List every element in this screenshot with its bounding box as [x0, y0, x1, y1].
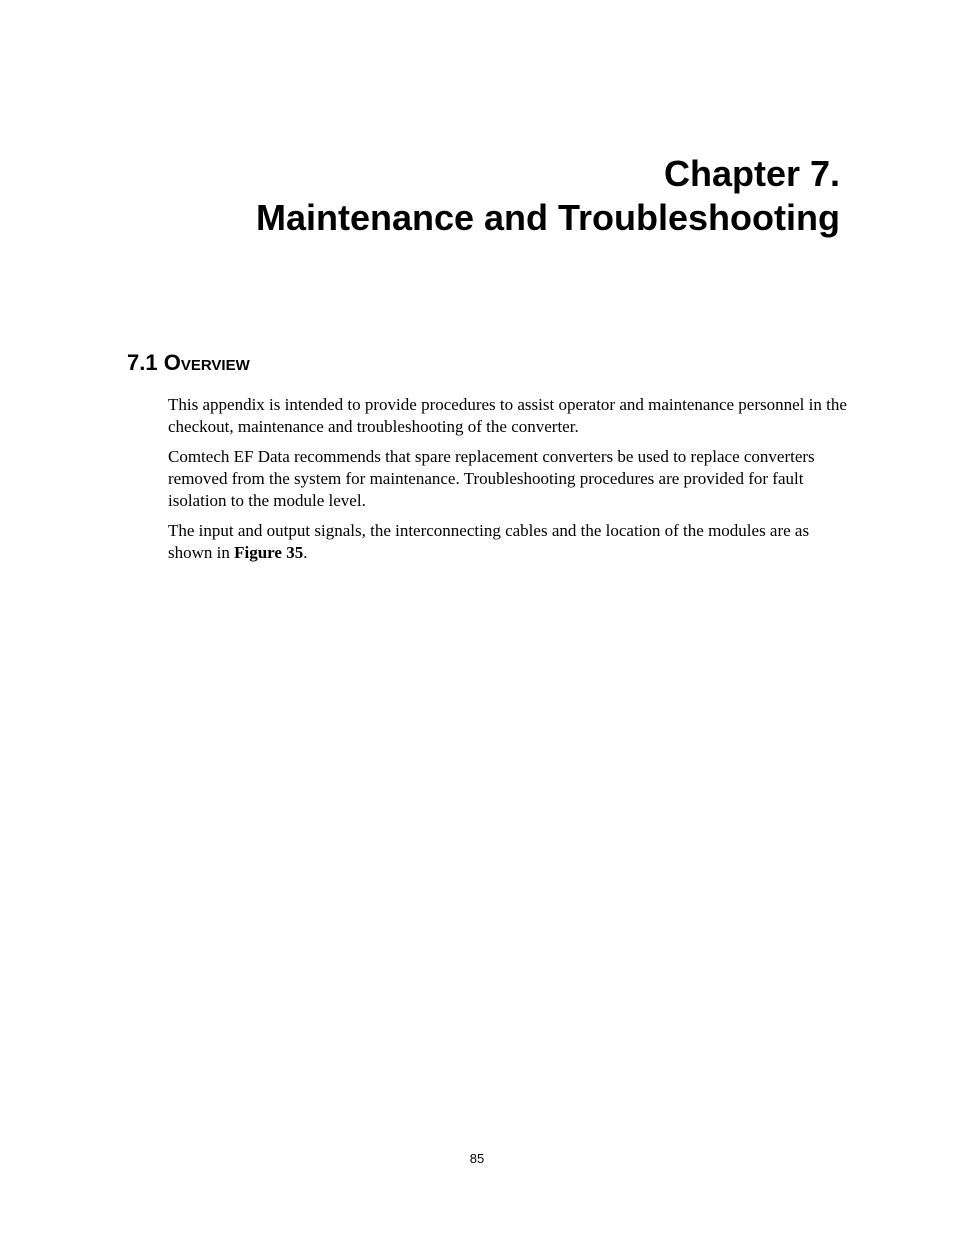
figure-reference: Figure 35	[234, 543, 304, 562]
section-heading	[127, 349, 250, 377]
paragraph-intro: This appendix is intended to provide procedures to assist operator and maintenance personnel in the checkout, maintenance and troubleshooting of the converter.	[168, 395, 847, 436]
paragraph-signals	[168, 520, 848, 564]
chapter-title	[80, 152, 840, 240]
chapter-name: Maintenance and Troubleshooting	[255, 197, 840, 238]
paragraph-signals-text: The input and output signals, the interconnecting cables and the location of the modules are as shown in	[168, 521, 810, 562]
section-title: Overview	[163, 350, 250, 375]
body-text	[168, 394, 848, 572]
section-number: 7.1	[127, 350, 158, 375]
paragraph-replacement: Comtech EF Data recommends that spare replacement converters be used to replace converters removed from the system for maintenance. Troubleshooting procedures are provided for fault isolation to the module level.	[168, 447, 815, 510]
paragraph-signals-end: .	[303, 543, 308, 562]
page-number: 85	[469, 1151, 485, 1166]
chapter-number: Chapter 7.	[663, 153, 840, 194]
